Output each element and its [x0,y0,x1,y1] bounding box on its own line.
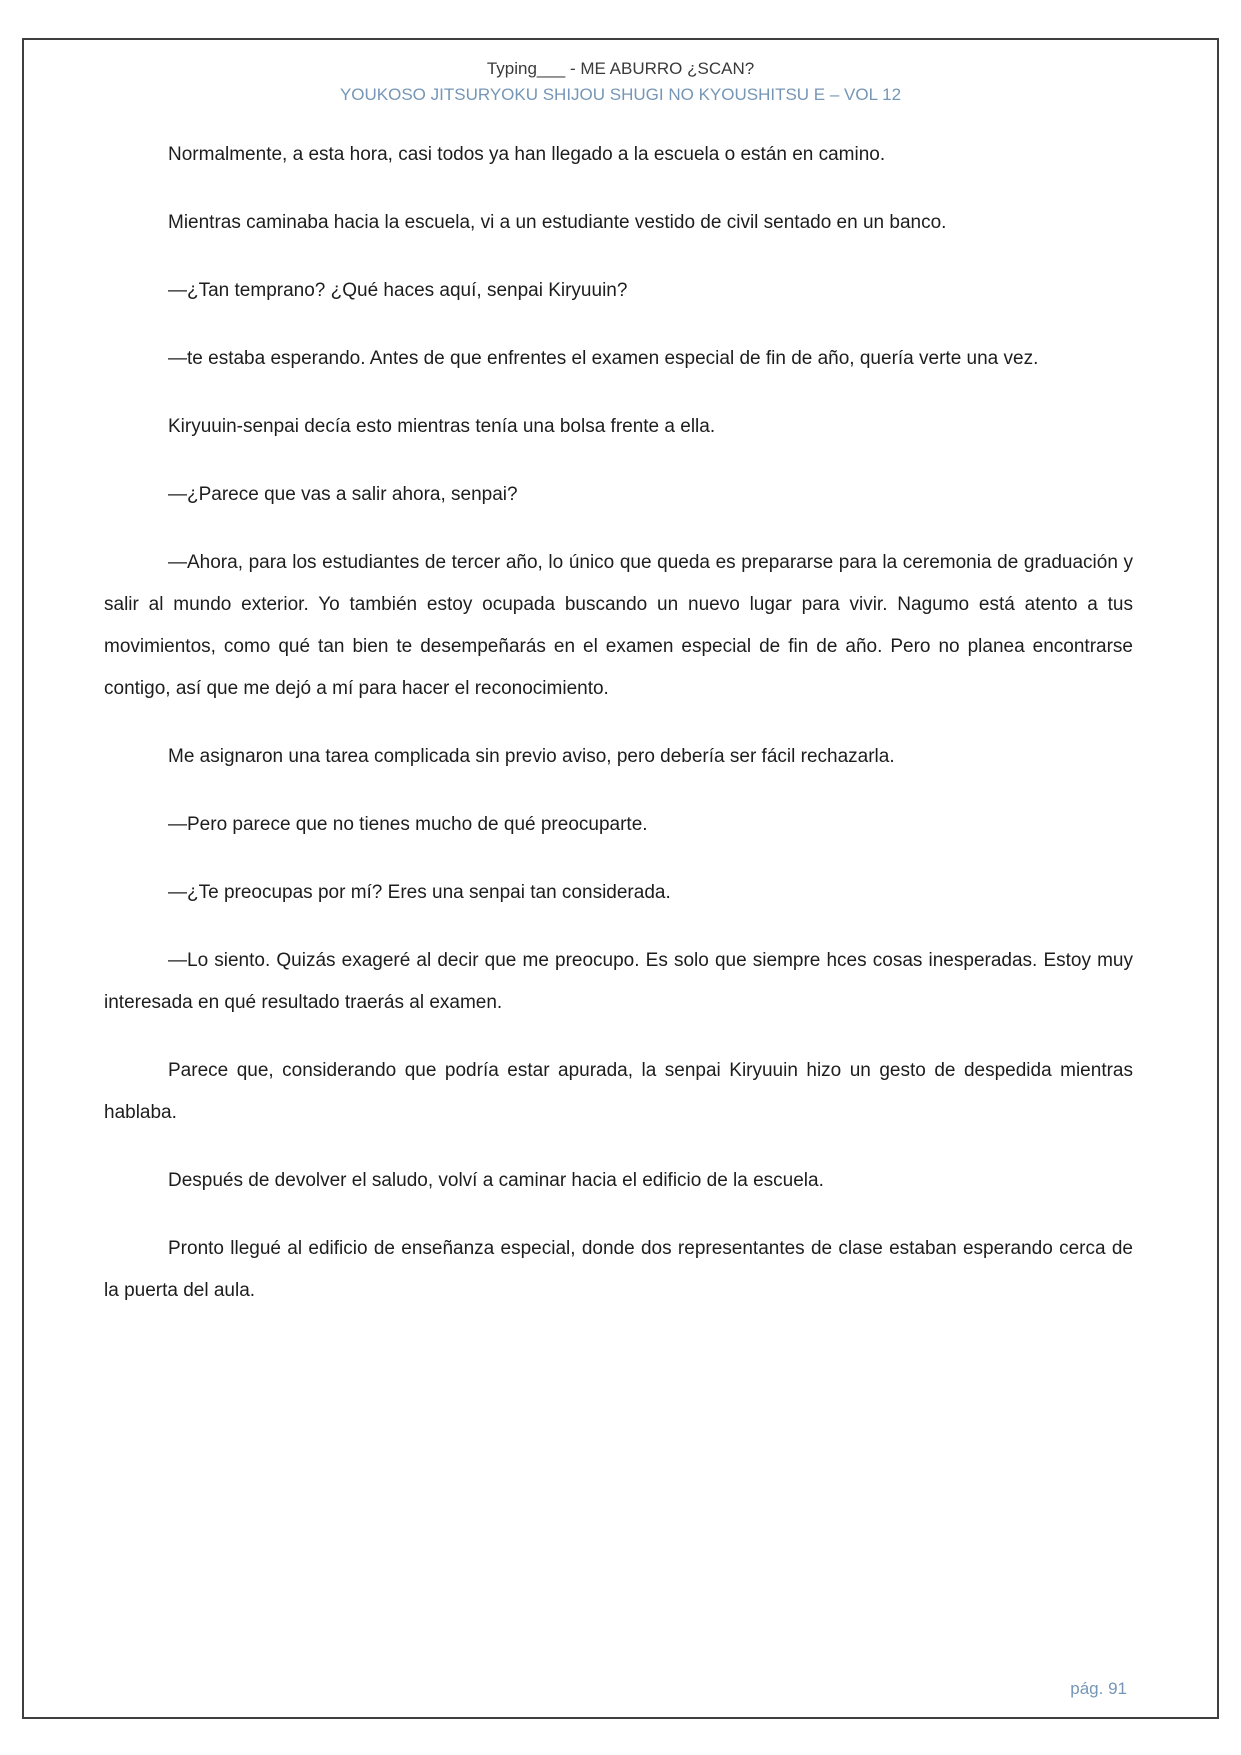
paragraph: —te estaba esperando. Antes de que enfrentes el examen especial de fin de año, quería verte una vez. [168,348,1039,369]
paragraph: Me asignaron una tarea complicada sin previo aviso, pero debería ser fácil rechazarla. [168,746,895,767]
header-volume-line: YOUKOSO JITSURYOKU SHIJOU SHUGI NO KYOUSHITSU E – VOL 12 [339,85,902,104]
paragraph: Mientras caminaba hacia la escuela, vi a un estudiante vestido de civil sentado en un banco. [168,212,947,233]
paragraph: —¿Tan temprano? ¿Qué haces aquí, senpai Kiryuuin? [168,280,628,301]
document-body [24,108,1217,1679]
page-number: pág. 91 [1070,1679,1127,1698]
document-header [24,40,1217,108]
paragraph: —¿Te preocupas por mí? Eres una senpai tan considerada. [168,882,671,903]
paragraph: Después de devolver el saludo, volví a caminar hacia el edificio de la escuela. [168,1170,824,1191]
paragraph: Pronto llegué al edificio de enseñanza especial, donde dos representantes de clase estaban esperando cerca de la puerta del aula. [104,1238,1133,1301]
paragraph: —Pero parece que no tienes mucho de qué preocuparte. [168,814,648,835]
paragraph: Normalmente, a esta hora, casi todos ya han llegado a la escuela o están en camino. [168,144,886,165]
paragraph: —Ahora, para los estudiantes de tercer año, lo único que queda es prepararse para la ceremonia de graduación y salir al mundo exterior. Yo también estoy ocupada buscando un nuevo lugar para vivir. Nagumo está atento a tus movimientos, como qué tan bien te desempeñarás en el examen especial de fin de año. Pero no planea encontrarse contigo, así que me dejó a mí para hacer el reconocimiento. [104,552,1133,699]
paragraph: —¿Parece que vas a salir ahora, senpai? [168,484,518,505]
document-footer [24,1679,1217,1717]
paragraph: —Lo siento. Quizás exageré al decir que me preocupo. Es solo que siempre hces cosas inesperadas. Estoy muy interesada en qué resultado traerás al examen. [104,950,1133,1013]
paragraph: Parece que, considerando que podría estar apurada, la senpai Kiryuuin hizo un gesto de despedida mientras hablaba. [104,1060,1133,1123]
paragraph: Kiryuuin-senpai decía esto mientras tenía una bolsa frente a ella. [168,416,716,437]
page-border [22,38,1219,1719]
header-title-line: Typing___ - ME ABURRO ¿SCAN? [486,59,755,78]
